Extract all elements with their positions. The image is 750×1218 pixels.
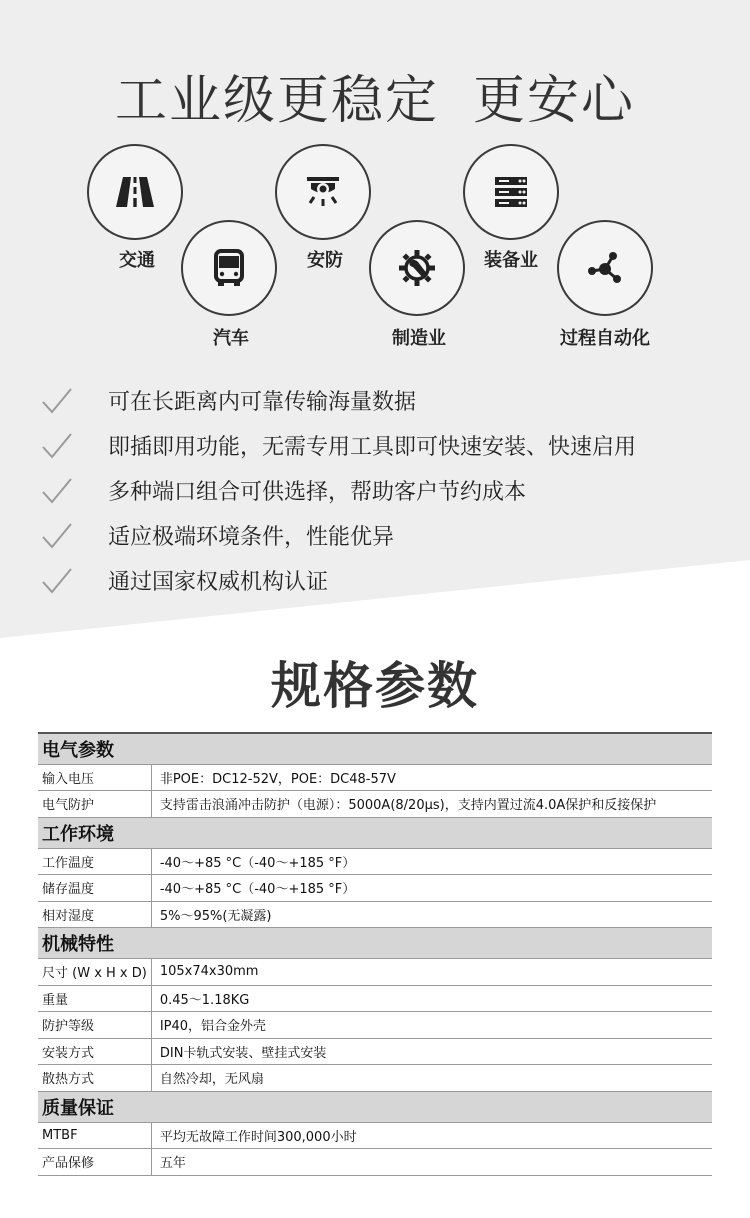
spec-key: 工作温度 bbox=[38, 848, 151, 875]
table-row bbox=[38, 1065, 712, 1092]
feature-text: 适应极端环境条件，性能优异 bbox=[108, 525, 395, 550]
feature-item bbox=[40, 468, 730, 513]
spec-key: 相对湿度 bbox=[38, 901, 151, 928]
bus-icon bbox=[208, 247, 250, 289]
feature-item bbox=[40, 423, 730, 468]
spec-key: 防护等级 bbox=[38, 1012, 151, 1039]
spec-key: 储存温度 bbox=[38, 875, 151, 902]
check-icon bbox=[40, 386, 74, 416]
industry-equipment bbox=[463, 144, 559, 240]
feature-text: 通过国家权威机构认证 bbox=[108, 570, 329, 595]
industry-label-automotive: 汽车 bbox=[213, 328, 249, 349]
check-icon bbox=[40, 566, 74, 596]
table-row bbox=[38, 1012, 712, 1039]
table-row bbox=[38, 764, 712, 791]
feature-item bbox=[40, 513, 730, 558]
table-row bbox=[38, 1122, 712, 1149]
spec-value: 自然冷却，无风扇 bbox=[151, 1065, 712, 1092]
check-icon bbox=[40, 521, 74, 551]
spec-value: 平均无故障工作时间300,000小时 bbox=[151, 1122, 712, 1149]
title-part-2: 更安心 bbox=[473, 71, 636, 131]
spec-value: 五年 bbox=[151, 1149, 712, 1176]
spec-value: -40～+85 °C（-40～+185 °F） bbox=[151, 875, 712, 902]
section-name: 机械特性 bbox=[38, 928, 712, 959]
section-name: 电气参数 bbox=[38, 733, 712, 764]
spec-key: 电气防护 bbox=[38, 791, 151, 818]
spec-value: 105x74x30mm bbox=[151, 959, 712, 986]
spec-title: 规格参数 bbox=[271, 657, 479, 715]
table-row bbox=[38, 848, 712, 875]
page-title bbox=[0, 58, 750, 133]
industry-label-security: 安防 bbox=[307, 250, 343, 271]
industry-process-automation bbox=[557, 220, 653, 316]
check-icon bbox=[40, 476, 74, 506]
spec-section-header bbox=[38, 817, 712, 848]
spec-key: 安装方式 bbox=[38, 1038, 151, 1065]
spec-value: 5%～95%(无凝露) bbox=[151, 901, 712, 928]
industry-transport bbox=[87, 144, 183, 240]
check-icon bbox=[40, 431, 74, 461]
table-row bbox=[38, 959, 712, 986]
table-row bbox=[38, 1149, 712, 1176]
spec-key: 产品保修 bbox=[38, 1149, 151, 1176]
spec-key: 尺寸 (W x H x D) bbox=[38, 959, 151, 986]
feature-text: 即插即用功能，无需专用工具即可快速安装、快速启用 bbox=[108, 435, 637, 460]
industry-label-equipment: 装备业 bbox=[484, 250, 538, 271]
spec-value: DIN卡轨式安装、壁挂式安装 bbox=[151, 1038, 712, 1065]
spec-section-header bbox=[38, 928, 712, 959]
network-nodes-icon bbox=[584, 247, 626, 289]
industry-label-manufacturing: 制造业 bbox=[392, 328, 446, 349]
spec-value: IP40，铝合金外壳 bbox=[151, 1012, 712, 1039]
spec-section-header bbox=[38, 733, 712, 764]
table-row bbox=[38, 901, 712, 928]
spec-key: MTBF bbox=[38, 1122, 151, 1149]
spec-section-header bbox=[38, 1091, 712, 1122]
spec-table bbox=[38, 732, 712, 1176]
spec-key: 散热方式 bbox=[38, 1065, 151, 1092]
title-part-1: 工业级更稳定 bbox=[114, 71, 439, 131]
security-camera-icon bbox=[302, 171, 344, 213]
industry-label-process-automation: 过程自动化 bbox=[560, 328, 650, 349]
spec-value: -40～+85 °C（-40～+185 °F） bbox=[151, 848, 712, 875]
gear-wrench-icon bbox=[396, 247, 438, 289]
server-rack-icon bbox=[490, 171, 532, 213]
road-icon bbox=[114, 171, 156, 213]
table-row bbox=[38, 791, 712, 818]
industry-label-transport: 交通 bbox=[119, 250, 155, 271]
spec-value: 0.45～1.18KG bbox=[151, 985, 712, 1012]
spec-value: 非POE：DC12-52V，POE：DC48-57V bbox=[151, 764, 712, 791]
feature-item bbox=[40, 378, 730, 423]
section-name: 质量保证 bbox=[38, 1091, 712, 1122]
table-row bbox=[38, 1038, 712, 1065]
spec-key: 输入电压 bbox=[38, 764, 151, 791]
spec-value: 支持雷击浪涌冲击防护（电源）：5000A(8/20μs)，支持内置过流4.0A保护和反接保护 bbox=[151, 791, 712, 818]
table-row bbox=[38, 985, 712, 1012]
feature-item bbox=[40, 558, 730, 603]
feature-text: 可在长距离内可靠传输海量数据 bbox=[108, 390, 417, 415]
feature-list bbox=[40, 378, 730, 603]
spec-key: 重量 bbox=[38, 985, 151, 1012]
section-name: 工作环境 bbox=[38, 817, 712, 848]
industry-security bbox=[275, 144, 371, 240]
feature-text: 多种端口组合可供选择，帮助客户节约成本 bbox=[108, 480, 527, 505]
table-row bbox=[38, 875, 712, 902]
